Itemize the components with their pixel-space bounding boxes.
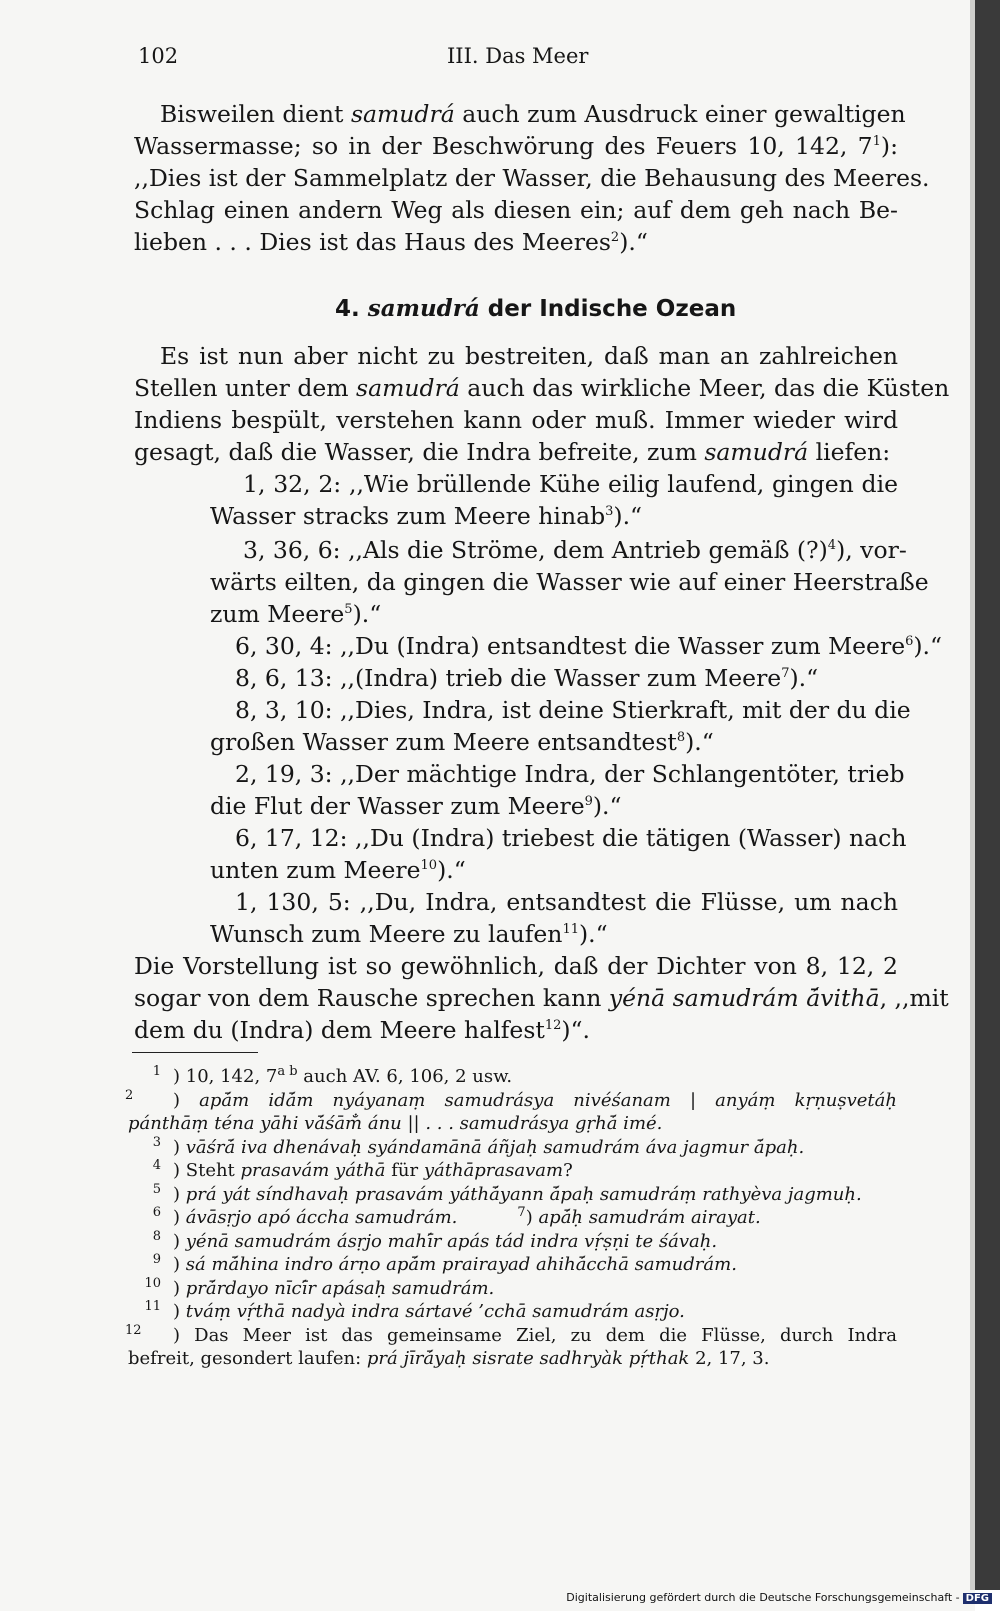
dfg-logo: DFG — [963, 1593, 992, 1604]
footnote: 8 ) yénā samudrám ásṛjo mahī́r apás tád indra vṛ́ṣṇi te śávaḥ. — [152, 1229, 718, 1252]
footnote-rule — [132, 1052, 258, 1053]
quote-line: 1, 130, 5: ,,Du, Indra, entsandtest die Flüsse, um nach — [235, 888, 898, 916]
quote-line: 3, 36, 6: ,,Als die Ströme, dem Antrieb gemäß (?)$^4$), vor- — [243, 536, 907, 564]
section-heading: 4. samudrá der Indische Ozean — [335, 295, 737, 322]
text-line: Wassermasse; so in der Beschwörung des Feuers 10, 142, $7^1$): — [134, 132, 898, 160]
footnote: 10 ) prā́rdayo nīcī́r apásaḥ samudrám. — [144, 1276, 495, 1299]
page-number: 102 — [138, 44, 179, 68]
quote-line: zum Meere$^5$).“ — [210, 600, 382, 628]
text-line: Schlag einen andern Weg als diesen ein; auf dem geh nach Be- — [134, 196, 898, 224]
text-line: sogar von dem Rausche sprechen kann yénā samudrám ā́vithā, ,,mit — [134, 984, 949, 1012]
quote-line: 1, 32, 2: ,,Wie brüllende Kühe eilig laufend, gingen die — [243, 470, 898, 498]
quote-line: 8, 6, 13: ,,(Indra) trieb die Wasser zum Meere$^7$).“ — [235, 664, 819, 692]
book-spine — [975, 0, 1000, 1590]
text-line: lieben . . . Dies ist das Haus des Meeres$^2$).“ — [134, 228, 648, 256]
quote-line: großen Wasser zum Meere entsandtest$^8$).“ — [210, 728, 714, 756]
text-line: gesagt, daß die Wasser, die Indra befreite, zum samudrá liefen: — [134, 438, 891, 466]
text-line: Stellen unter dem samudrá auch das wirkliche Meer, das die Küsten — [134, 374, 950, 402]
chapter-title: III. Das Meer — [447, 44, 589, 68]
quote-line: 6, 30, 4: ,,Du (Indra) entsandtest die Wasser zum Meere$^6$).“ — [235, 632, 943, 660]
quote-line: 8, 3, 10: ,,Dies, Indra, ist deine Stierkraft, mit der du die — [235, 696, 911, 724]
footnote: pánthāṃ téna yāhi vā́śām̐ ánu || . . . samudrásya gṛhā́ imé. — [128, 1113, 663, 1134]
footnote: 3 ) vāśrā́ iva dhenávaḥ syándamānā áñjaḥ samudrám áva jagmur ā́paḥ. — [152, 1135, 805, 1158]
footnote: 1 ) 10, 142, $7^{a b}$ auch AV. 6, 106, 2 usw. — [152, 1064, 513, 1087]
footnote: 2 ) apā́m idā́m nyáyanaṃ samudrásya nivéśanam | anyáṃ kṛṇuṣvetáḥ — [125, 1088, 897, 1111]
quote-line: unten zum Meere$^{10}$).“ — [210, 856, 466, 884]
footnote: 9 ) sá mā́hina indro árṇo apā́m prairayad ahihā́cchā samudrám. — [152, 1252, 737, 1275]
text-line: dem du (Indra) dem Meere halfest$^{12}$)“. — [134, 1016, 591, 1044]
footnote: 12 ) Das Meer ist das gemeinsame Ziel, zu dem die Flüsse, durch Indra — [125, 1323, 898, 1346]
footnote: 4 ) Steht prasavám yáthā für yáthāprasavam? — [152, 1158, 573, 1181]
footnote: 11 ) tváṃ vṛ́thā nadyà indra sártavé ’cchā samudrám asṛjo. — [144, 1299, 685, 1322]
text-line: ,,Dies ist der Sammelplatz der Wasser, die Behausung des Meeres. — [134, 164, 930, 192]
quote-line: die Flut der Wasser zum Meere$^9$).“ — [210, 792, 622, 820]
quote-line: Wunsch zum Meere zu laufen$^{11}$).“ — [210, 920, 608, 948]
quote-line: wärts eilten, da gingen die Wasser wie auf einer Heerstraße — [210, 568, 929, 596]
text-line: Es ist nun aber nicht zu bestreiten, daß man an zahlreichen — [160, 342, 898, 370]
footnote: befreit, gesondert laufen: prá jīrā́yaḥ sisrate sadhryàk pṛ́thak 2, 17, 3. — [128, 1348, 770, 1369]
quote-line: 6, 17, 12: ,,Du (Indra) triebest die tätigen (Wasser) nach — [235, 824, 907, 852]
footnote: 6 ) ávāsṛjo apó áccha samudrám. $^7$) apā́ḥ samudrám airayat. — [152, 1205, 761, 1228]
quote-line: 2, 19, 3: ,,Der mächtige Indra, der Schlangentöter, trieb — [235, 760, 905, 788]
text-line: Bisweilen dient samudrá auch zum Ausdruck einer gewaltigen — [160, 100, 906, 128]
quote-line: Wasser stracks zum Meere hinab$^3$).“ — [210, 502, 643, 530]
text-line: Die Vorstellung ist so gewöhnlich, daß der Dichter von 8, 12, 2 — [134, 952, 898, 980]
text-line: Indiens bespült, verstehen kann oder muß. Immer wieder wird — [134, 406, 898, 434]
digitization-credit: Digitalisierung gefördert durch die Deutsche Forschungsgemeinschaft - DFG — [566, 1591, 992, 1604]
footnote: 5 ) prá yát síndhavaḥ prasavám yáthā́yann ā́paḥ samudráṃ rathyèva jagmuḥ. — [152, 1182, 862, 1205]
